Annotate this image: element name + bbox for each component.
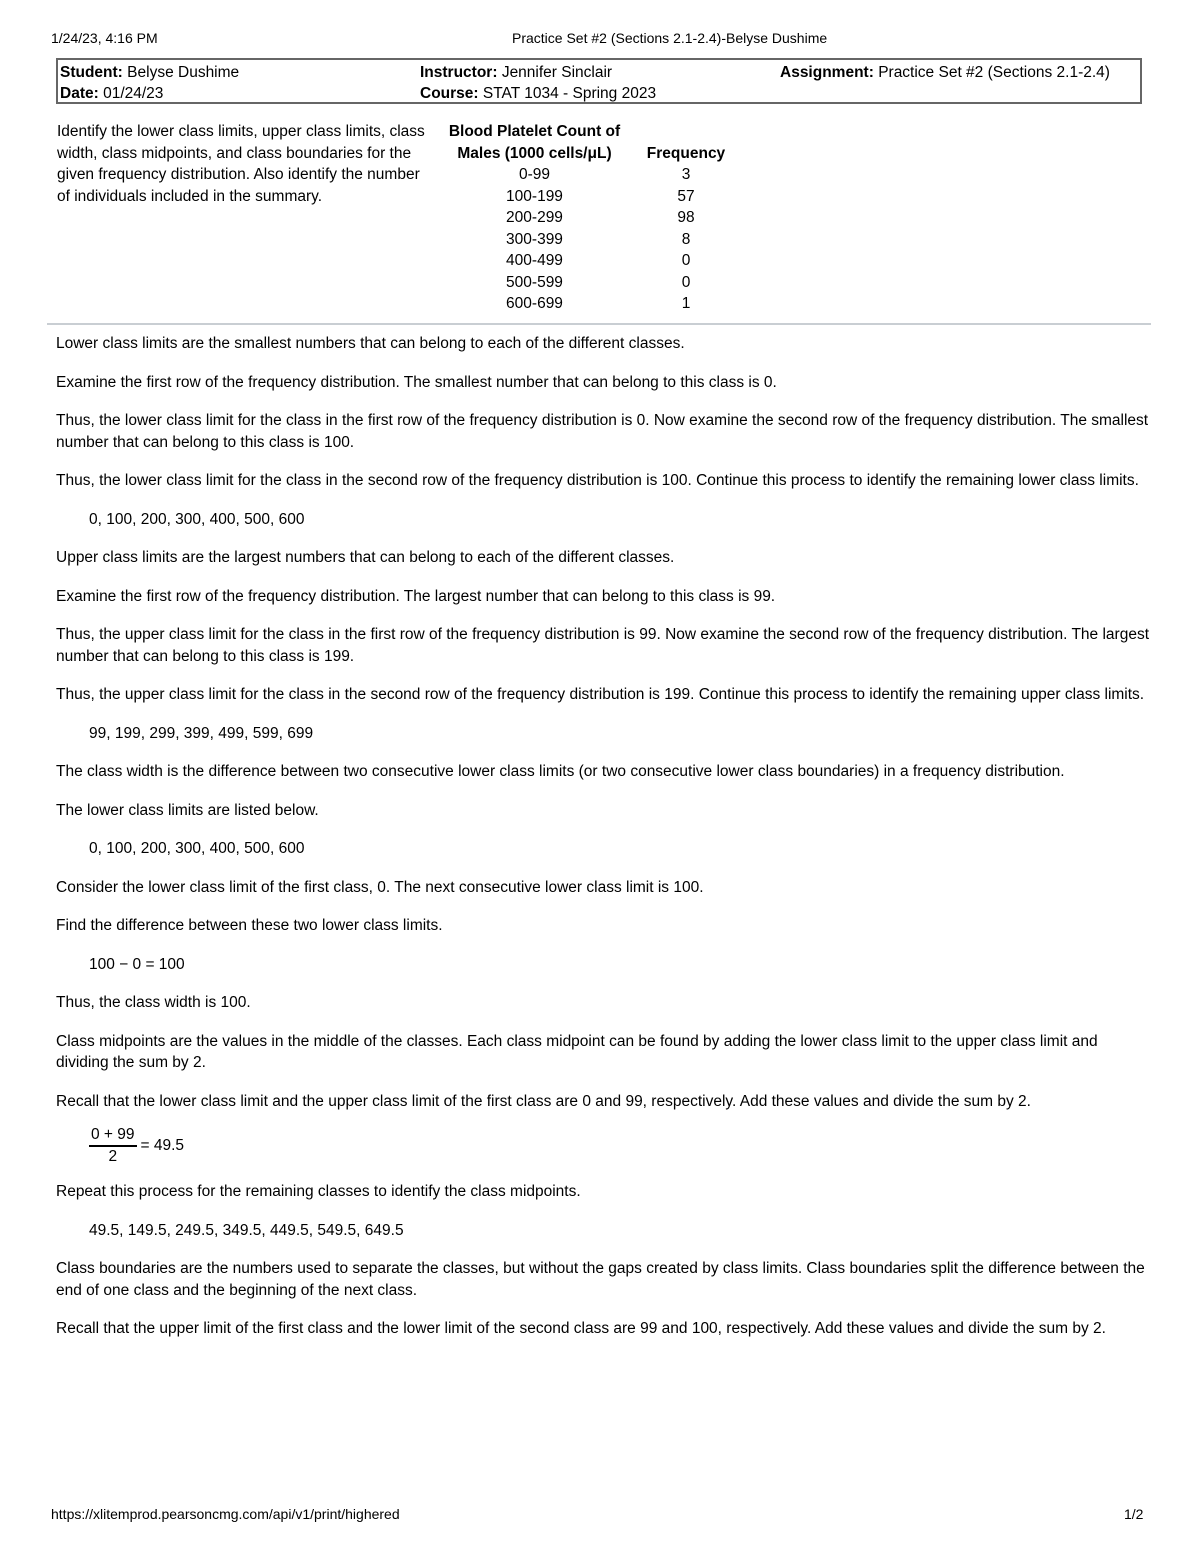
student-info [60, 62, 239, 104]
fraction [89, 1125, 137, 1167]
solution-paragraph: Thus, the class width is 100. [56, 994, 251, 1011]
solution-paragraph: Class boundaries are the numbers used to separate the classes, but without the gaps created by class limits. Class boundaries split the difference between the end of one class and the beginning of the next class. [56, 1260, 1145, 1299]
date-label: Date: [60, 85, 99, 102]
table-row [431, 229, 734, 251]
midpoint-equation [56, 1125, 1151, 1167]
frequency-cell: 1 [681, 295, 691, 312]
footer-url: https://xlitemprod.pearsoncmg.com/api/v1/print/highered [51, 1506, 400, 1522]
solution-paragraph: Lower class limits are the smallest numbers that can belong to each of the different classes. [56, 335, 685, 352]
student-label: Student: [60, 64, 123, 81]
page-number: 1/2 [1124, 1506, 1144, 1522]
table-row [431, 293, 734, 315]
instructor-label: Instructor: [420, 64, 498, 81]
frequency-cell: 98 [677, 209, 695, 226]
solution-paragraph: Class midpoints are the values in the middle of the classes. Each class midpoint can be found by adding the lower class limit to the upper class limit and dividing the sum by 2. [56, 1032, 1098, 1071]
assignment-name: Practice Set #2 (Sections 2.1-2.4) [878, 64, 1110, 81]
class-cell: 600-699 [506, 295, 563, 312]
solution-paragraph: Repeat this process for the remaining classes to identify the class midpoints. [56, 1183, 581, 1200]
solution-paragraph: Find the difference between these two lower class limits. [56, 917, 443, 934]
class-column-header: Blood Platelet Count of Males (1000 cells/μL) [448, 123, 621, 162]
solution-paragraph: Examine the first row of the frequency distribution. The smallest number that can belong to this class is 0. [56, 373, 777, 391]
solution-paragraph: Thus, the upper class limit for the class in the first row of the frequency distribution is 99. Now examine the second row of the frequency distribution. The largest number that can belong to this class is 199. [56, 626, 1149, 665]
fraction-denominator: 2 [108, 1148, 118, 1165]
assignment-label: Assignment: [780, 64, 874, 81]
frequency-column-header: Frequency [646, 144, 726, 162]
solution-paragraph: Recall that the lower class limit and the upper class limit of the first class are 0 and 99, respectively. Add these values and divide the sum by 2. [56, 1092, 1031, 1110]
fraction-numerator: 0 + 99 [89, 1125, 137, 1147]
solution-paragraph: Thus, the lower class limit for the class in the first row of the frequency distribution is 0. Now examine the second row of the frequency distribution. The smallest number that can belong to this class is 100. [56, 412, 1149, 451]
class-cell: 300-399 [506, 230, 563, 248]
print-date: 1/24/23, 4:16 PM [51, 30, 158, 46]
print-title: Practice Set #2 (Sections 2.1-2.4)-Belyse Dushime [512, 30, 828, 46]
midpoints-list: 49.5, 149.5, 249.5, 349.5, 449.5, 549.5, 649.5 [89, 1221, 404, 1239]
class-cell: 100-199 [506, 187, 563, 205]
frequency-cell: 57 [677, 187, 695, 205]
table-row [431, 272, 734, 294]
assignment-info [780, 62, 1135, 83]
upper-limits-list: 99, 199, 299, 399, 499, 599, 699 [89, 724, 314, 742]
instructor-name: Jennifer Sinclair [501, 64, 613, 81]
table-row [431, 164, 734, 186]
difference-equation: 100 − 0 = 100 [89, 955, 185, 973]
table-row [431, 186, 734, 208]
lower-limits-list: 0, 100, 200, 300, 400, 500, 600 [89, 510, 305, 528]
solution-paragraph: Upper class limits are the largest numbers that can belong to each of the different classes. [56, 549, 675, 566]
frequency-cell: 8 [681, 230, 691, 248]
divider [47, 323, 1151, 325]
course-info [420, 62, 656, 104]
assignment-info-box [56, 58, 1142, 104]
assignment-date: 01/24/23 [103, 85, 164, 102]
solution-paragraph: Consider the lower class limit of the first class, 0. The next consecutive lower class limit is 100. [56, 878, 704, 896]
question-text: Identify the lower class limits, upper class limits, class width, class midpoints, and class boundaries for the given frequency distribution. Also identify the number of individuals included in the summary. [57, 123, 425, 205]
solution-paragraph: Examine the first row of the frequency distribution. The largest number that can belong to this class is 99. [56, 587, 776, 605]
frequency-cell: 0 [681, 252, 691, 269]
class-cell: 400-499 [506, 252, 563, 269]
table-row [431, 250, 734, 272]
class-cell: 200-299 [506, 209, 563, 226]
frequency-cell: 0 [681, 273, 691, 291]
student-name: Belyse Dushime [127, 64, 240, 81]
class-cell: 500-599 [506, 273, 563, 291]
frequency-table [431, 121, 734, 315]
solution-paragraph: Thus, the lower class limit for the class in the second row of the frequency distribution is 100. Continue this process to identify the remaining lower class limits. [56, 472, 1139, 489]
solution-text [56, 333, 1151, 1357]
frequency-cell: 3 [681, 166, 691, 183]
course-name: STAT 1034 - Spring 2023 [482, 85, 657, 102]
solution-paragraph: The lower class limits are listed below. [56, 801, 319, 819]
solution-paragraph: The class width is the difference between two consecutive lower class limits (or two consecutive lower class boundaries) in a frequency distribution. [56, 763, 1065, 780]
class-cell: 0-99 [518, 166, 551, 183]
table-row [431, 207, 734, 229]
fraction-result: = 49.5 [140, 1137, 185, 1155]
solution-paragraph: Recall that the upper limit of the first class and the lower limit of the second class are 99 and 100, respectively. Add these values and divide the sum by 2. [56, 1320, 1106, 1337]
course-label: Course: [420, 85, 479, 102]
solution-paragraph: Thus, the upper class limit for the class in the second row of the frequency distribution is 199. Continue this process to identify the remaining upper class limits. [56, 686, 1145, 703]
lower-limits-list: 0, 100, 200, 300, 400, 500, 600 [89, 840, 305, 857]
